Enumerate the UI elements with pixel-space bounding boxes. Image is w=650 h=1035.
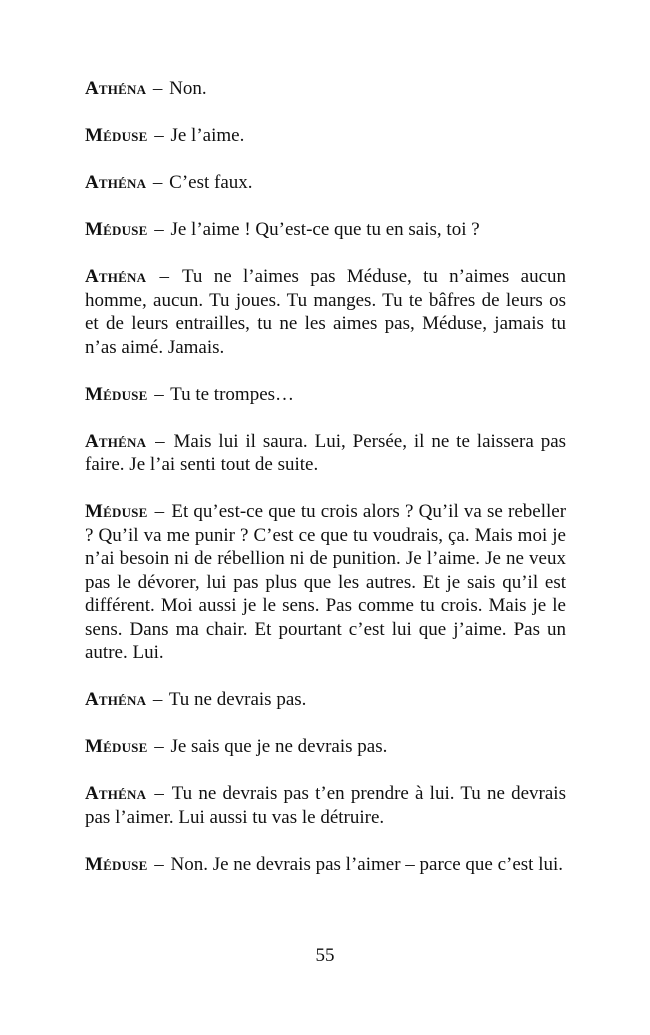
dialogue-speech: Tu ne devrais pas. [168,689,307,710]
speaker-name: Méduse [85,736,148,757]
dialogue-speech: Tu ne l’aimes pas Méduse, tu n’aimes aucun homme, aucun. Tu joues. Tu manges. Tu te bâfres de leurs os et de leurs entrailles, tu ne les aimes pas, Méduse, jamais tu n’as aimé. Jamais. [85,266,566,358]
dialogue-speech: Et qu’est-ce que tu crois alors ? Qu’il va se rebeller ? Qu’il va me punir ? C’est ce que tu voudrais, ça. Mais moi je n’ai besoin ni de rébellion ni de punition. Je l’aime. Je ne veux pas le dévorer, lui pas plus que les autres. Et je sais qu’il est différent. Moi aussi je le sens. Pas comme tu crois. Mais je le sens. Dans ma chair. Et pourtant c’est lui que j’aime. Pas un autre. Lui. [85,501,567,663]
dialogue-line [85,383,566,407]
dialogue-speech: Tu te trompes… [170,383,295,405]
speaker-name: Athéna [85,266,147,287]
dialogue-speech: Je l’aime ! Qu’est-ce que tu en sais, toi ? [170,219,480,240]
dialogue-speech: Mais lui il saura. Lui, Persée, il ne te laissera pas faire. Je l’ai senti tout de suite. [85,430,567,475]
dialogue-line [85,171,566,195]
dialogue-line [85,688,566,712]
dialogue-line [85,782,566,829]
dialogue-speech: Tu ne devrais pas t’en prendre à lui. Tu ne devrais pas l’aimer. Lui aussi tu vas le détruire. [85,783,566,828]
dialogue-speech: C’est faux. [169,172,253,193]
speaker-name: Méduse [85,219,148,240]
dialogue-line [85,500,566,665]
dialogue-line [85,735,566,759]
dialogue-line [85,430,566,477]
speaker-name: Athéna [85,430,147,452]
speaker-name: Athéna [85,783,147,804]
dialogue-line [85,265,566,359]
dialogue-dash: – [155,430,165,452]
dialogue-dash: – [159,266,169,287]
dialogue-dash: – [154,783,164,804]
dialogue-dash: – [152,172,163,193]
dialogue-line [85,77,566,101]
dialogue-dash: – [154,853,164,875]
dialogue-speech: Non. Je ne devrais pas l’aimer – parce que c’est lui. [170,853,563,875]
dialogue-line [85,218,566,242]
dialogue-dash: – [154,125,164,146]
dialogue-line [85,124,566,148]
speaker-name: Méduse [85,501,148,522]
speaker-name: Athéna [85,172,147,193]
speaker-name: Méduse [85,125,148,146]
dialogue-dash: – [154,501,165,522]
page-number: 55 [315,945,335,966]
dialogue-dash: – [152,78,163,99]
dialogue-speech: Je l’aime. [170,125,245,146]
dialogue-dash: – [152,689,163,710]
dialogue-speech: Je sais que je ne devrais pas. [170,736,388,757]
dialogue-speech: Non. [169,78,207,99]
speaker-name: Méduse [85,853,148,875]
speaker-name: Méduse [85,383,148,405]
speaker-name: Athéna [85,689,147,710]
dialogue-text [85,77,566,900]
dialogue-dash: – [154,736,164,757]
speaker-name: Athéna [85,78,147,99]
dialogue-dash: – [154,219,164,240]
dialogue-dash: – [154,383,164,405]
dialogue-line [85,853,566,877]
